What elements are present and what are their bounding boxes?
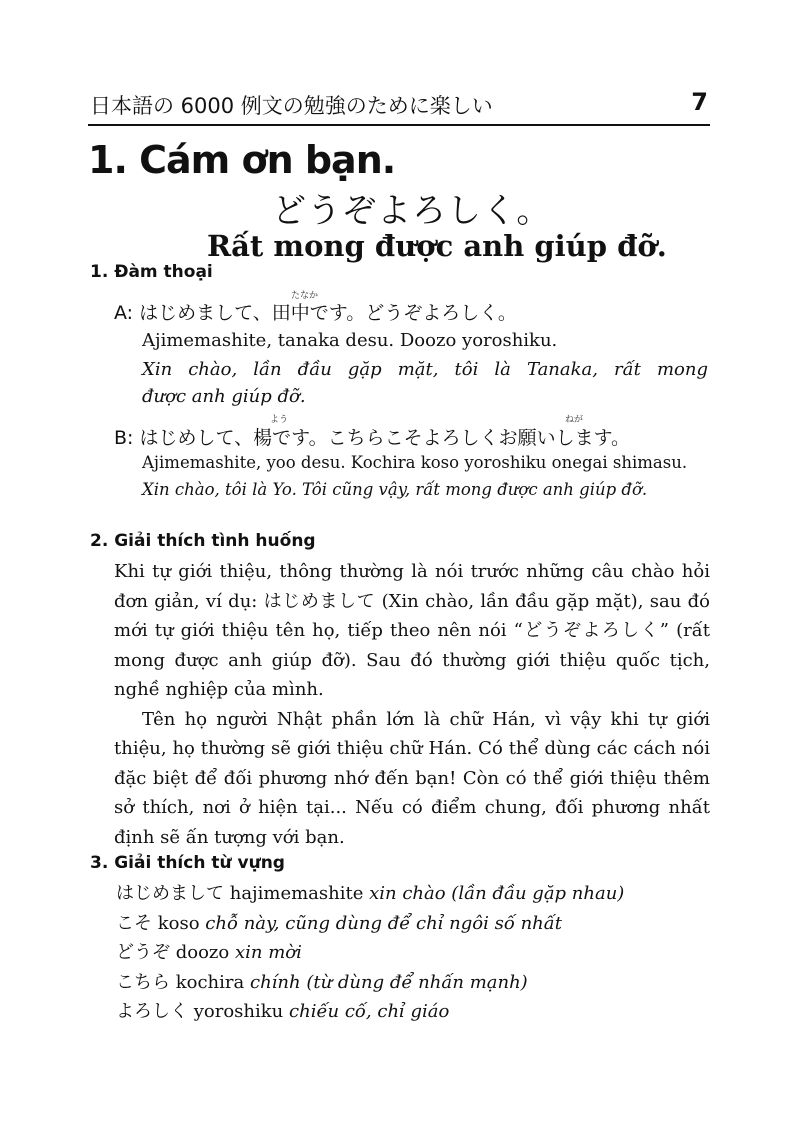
- list-item: [116, 997, 624, 1027]
- dialogue-a-translation-line1: Xin chào, lần đầu gặp mặt, tôi là Tanaka, rất mong: [142, 359, 708, 380]
- vocab-japanese: こちら: [116, 971, 170, 993]
- vocab-meaning: xin chào (lần đầu gặp nhau): [369, 883, 625, 904]
- list-item: [116, 879, 624, 909]
- vocab-japanese: はじめまして: [116, 883, 224, 904]
- explanation-text: [114, 557, 710, 852]
- furigana-tanaka: たなか: [291, 291, 319, 301]
- dialogue-a-japanese: A: はじめまして、田中です。どうぞよろしく。: [114, 302, 517, 324]
- vocab-romaji: koso: [157, 912, 200, 934]
- dialogue-b-romaji: Ajimemashite, yoo desu. Kochira koso yoroshiku onegai shimasu.: [142, 453, 688, 472]
- vocab-meaning: chính (từ dùng để nhấn mạnh): [249, 971, 528, 993]
- running-header: [88, 88, 710, 126]
- vocab-japanese: よろしく: [116, 1001, 188, 1023]
- list-item: [116, 938, 624, 968]
- furigana-negai: ねが: [565, 415, 584, 425]
- vocab-meaning: chiếu cố, chỉ giáo: [289, 1001, 450, 1023]
- vocab-meaning: chỗ này, cũng dùng để chỉ ngôi số nhất: [205, 912, 563, 934]
- vocab-romaji: yoroshiku: [193, 1001, 284, 1023]
- list-item: [116, 909, 624, 939]
- explanation-paragraph-2: Tên họ người Nhật phần lớn là chữ Hán, vì vậy khi tự giới thiệu, họ thường sẽ giới thiệu chữ Hán. Có thể dùng các cách nói đặc biệt để đối phương nhớ đến bạn! Còn có thể giới thiệu thêm sở thích, nơi ở hiện tại... Nếu có điểm chung, đối phương nhất định sẽ ấn tượng với bạn.: [114, 708, 710, 848]
- section-heading-explanation: 2. Giải thích tình huống: [90, 531, 316, 551]
- dialogue-a-translation-line2: được anh giúp đỡ.: [142, 386, 306, 407]
- explanation-paragraph-1: Khi tự giới thiệu, thông thường là nói trước những câu chào hỏi đơn giản, ví dụ: はじめまして (Xin chào, lần đầu gặp mặt), sau đó mới tự giới thiệu tên họ, tiếp theo nên nói “どうぞよろしく” (rất mong được anh giúp đỡ). Sau đó thường giới thiệu quốc tịch, nghề nghiệp của mình.: [114, 561, 710, 700]
- vocab-romaji: doozo: [175, 942, 230, 964]
- dialogue-b-translation: Xin chào, tôi là Yo. Tôi cũng vậy, rất mong được anh giúp đỡ.: [142, 480, 648, 499]
- page-number: 7: [691, 88, 708, 116]
- lesson-subtitle: Rất mong được anh giúp đỡ.: [207, 229, 667, 263]
- list-item: [116, 968, 624, 998]
- section-heading-vocabulary: 3. Giải thích từ vựng: [90, 853, 285, 873]
- vocabulary-list: [116, 879, 624, 1027]
- section-heading-dialogue: 1. Đàm thoại: [90, 262, 213, 282]
- vocab-meaning: xin mời: [235, 942, 302, 964]
- vocab-romaji: kochira: [175, 971, 245, 993]
- vocab-japanese: こそ: [116, 912, 152, 934]
- vocab-japanese: どうぞ: [116, 942, 170, 964]
- dialogue-b-japanese: B: はじめして、楊です。こちらこそよろしくお願いします。: [114, 427, 631, 449]
- lesson-title: 1. Cám ơn bạn.: [88, 138, 396, 182]
- header-title: 日本語の 6000 例文の勉強のために楽しい: [90, 94, 493, 118]
- furigana-yoo: よう: [270, 415, 289, 425]
- vocab-romaji: hajimemashite: [229, 883, 364, 904]
- dialogue-a-romaji: Ajimemashite, tanaka desu. Doozo yoroshiku.: [142, 330, 558, 351]
- lesson-title-japanese: どうぞよろしく。: [272, 191, 552, 231]
